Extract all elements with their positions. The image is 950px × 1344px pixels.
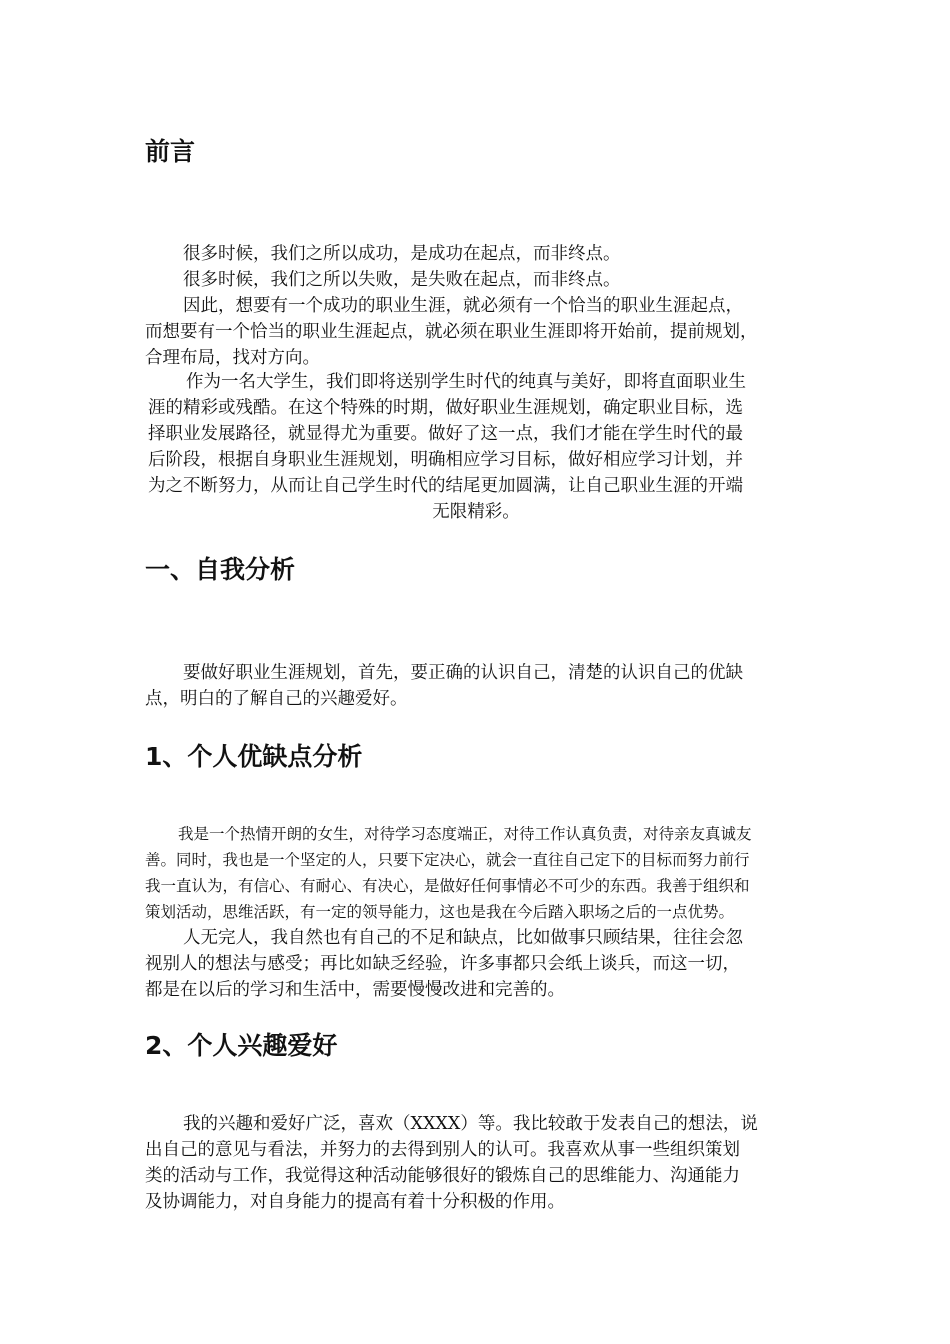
strengths-line: 策划活动，思维活跃，有一定的领导能力，这也是我在今后踏入职场之后的一点优势。: [145, 903, 735, 921]
preface-line: 很多时候，我们之所以成功，是成功在起点，而非终点。: [183, 244, 621, 264]
preface-line: 因此，想要有一个成功的职业生涯，就必须有一个恰当的职业生涯起点，: [183, 296, 743, 316]
self-analysis-line: 点，明白的了解自己的兴趣爱好。: [145, 689, 408, 709]
strengths-line: 我一直认为，有信心、有耐心、有决心，是做好任何事情必不可少的东西。我善于组织和: [145, 877, 750, 895]
strengths-body: [145, 821, 815, 925]
interests-line: 类的活动与工作，我觉得这种活动能够很好的锻炼自己的思维能力、沟通能力: [145, 1166, 740, 1186]
preface-line: 涯的精彩或残酷。在这个特殊的时期，做好职业生涯规划，确定职业目标，选: [148, 398, 743, 418]
weaknesses-line: 人无完人，我自然也有自己的不足和缺点，比如做事只顾结果，往往会忽: [183, 928, 743, 948]
preface-line: 无限精彩。: [432, 502, 520, 522]
preface-line: 为之不断努力，从而让自己学生时代的结尾更加圆满，让自己职业生涯的开端: [148, 476, 743, 496]
interests-line: 出自己的意见与看法，并努力的去得到别人的认可。我喜欢从事一些组织策划: [145, 1140, 740, 1160]
weaknesses-body: [145, 925, 815, 1003]
strengths-line: 我是一个热情开朗的女生，对待学习态度端正，对待工作认真负责，对待亲友真诚友: [178, 825, 752, 843]
preface-line: 很多时候，我们之所以失败，是失败在起点，而非终点。: [183, 270, 621, 290]
self-analysis-line: 要做好职业生涯规划，首先，要正确的认识自己，清楚的认识自己的优缺: [183, 663, 743, 683]
preface-heading: 前言: [145, 137, 196, 166]
preface-line: 作为一名大学生，我们即将送别学生时代的纯真与美好，即将直面职业生: [186, 372, 746, 392]
self-analysis-body: [145, 660, 815, 712]
strengths-line: 善。同时，我也是一个坚定的人，只要下定决心，就会一直往自己定下的目标而努力前行: [145, 851, 750, 869]
section-strengths-heading: 1、个人优缺点分析: [145, 742, 363, 771]
section-interests-heading: 2、个人兴趣爱好: [145, 1031, 338, 1060]
interests-body: [145, 1111, 815, 1215]
preface-line: 择职业发展路径，就显得尤为重要。做好了这一点，我们才能在学生时代的最: [148, 424, 743, 444]
section-self-analysis-heading: 一、自我分析: [145, 555, 296, 584]
preface-line: 而想要有一个恰当的职业生涯起点，就必须在职业生涯即将开始前，提前规划，: [145, 322, 758, 342]
interests-line: 及协调能力，对自身能力的提高有着十分积极的作用。: [145, 1192, 565, 1212]
preface-line: 合理布局，找对方向。: [145, 348, 320, 368]
preface-body: [145, 241, 815, 371]
preface-line: 后阶段，根据自身职业生涯规划，明确相应学习目标，做好相应学习计划，并: [148, 450, 743, 470]
weaknesses-line: 视别人的想法与感受；再比如缺乏经验，许多事都只会纸上谈兵，而这一切，: [145, 954, 740, 974]
preface-centered-body: [148, 369, 804, 525]
weaknesses-line: 都是在以后的学习和生活中，需要慢慢改进和完善的。: [145, 980, 565, 1000]
interests-line: 我的兴趣和爱好广泛，喜欢（XXXX）等。我比较敢于发表自己的想法，说: [183, 1114, 758, 1134]
